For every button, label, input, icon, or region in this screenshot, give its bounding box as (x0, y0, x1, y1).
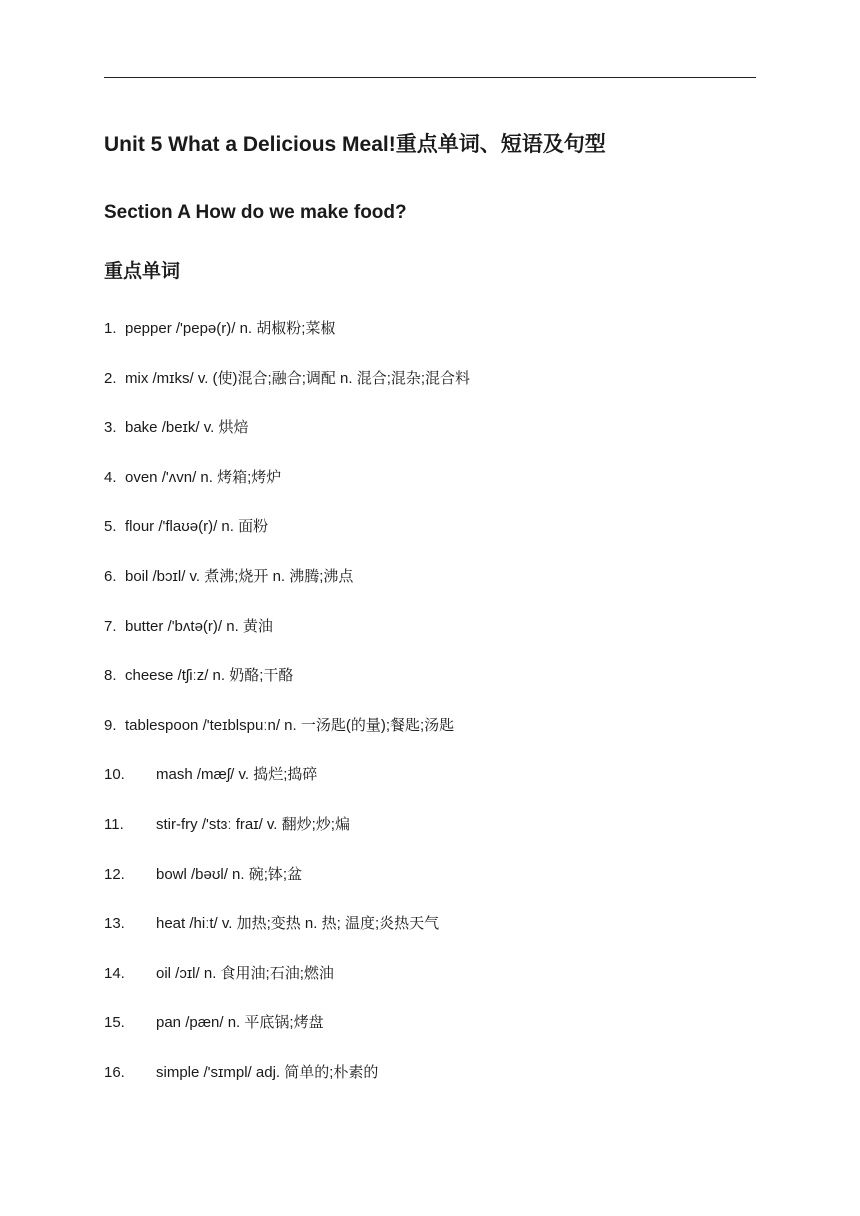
vocab-entry: oven /'ʌvn/ n. 烤箱;烤炉 (125, 468, 282, 486)
vocab-item (104, 566, 764, 616)
vocab-number: 10. (104, 766, 125, 784)
vocab-entry: boil /bɔɪl/ v. 煮沸;烧开 n. 沸腾;沸点 (125, 567, 354, 585)
vocab-item (104, 318, 764, 368)
vocab-item (104, 814, 764, 864)
vocab-item (104, 616, 764, 666)
vocab-entry: mash /mæʃ/ v. 捣烂;捣碎 (156, 766, 318, 784)
vocab-number: 7. (104, 617, 117, 635)
vocab-item (104, 764, 764, 814)
vocab-entry: pepper /'pepə(r)/ n. 胡椒粉;菜椒 (125, 320, 336, 337)
vocab-number: 3. (104, 419, 117, 437)
vocab-item (104, 368, 764, 418)
vocab-entry: pan /pæn/ n. 平底锅;烤盘 (156, 1014, 324, 1032)
key-vocabulary-heading: 重点单词 (104, 261, 181, 282)
vocabulary-list (104, 318, 764, 1112)
vocab-item (104, 963, 764, 1013)
vocab-number: 6. (104, 567, 117, 585)
vocab-number: 13. (104, 915, 125, 933)
vocab-entry: mix /mɪks/ v. (使)混合;融合;调配 n. 混合;混杂;混合料 (125, 369, 471, 387)
vocab-number: 16. (104, 1063, 125, 1081)
vocab-entry: oil /ɔɪl/ n. 食用油;石油;燃油 (156, 964, 334, 982)
vocab-number: 15. (104, 1014, 125, 1032)
vocab-item (104, 1062, 764, 1112)
vocab-item (104, 1012, 764, 1062)
vocab-number: 4. (104, 468, 117, 486)
vocab-entry: simple /'sɪmpl/ adj. 简单的;朴素的 (156, 1063, 379, 1081)
vocab-item (104, 467, 764, 517)
vocab-number: 1. (104, 320, 117, 337)
vocab-item (104, 913, 764, 963)
vocab-number: 5. (104, 518, 117, 536)
vocab-item (104, 417, 764, 467)
vocab-entry: heat /hiːt/ v. 加热;变热 n. 热; 温度;炎热天气 (156, 915, 440, 933)
vocab-entry: cheese /tʃiːz/ n. 奶酪;干酪 (125, 667, 294, 685)
vocab-entry: tablespoon /'teɪblspuːn/ n. 一汤匙(的量);餐匙;汤匙 (125, 716, 455, 734)
vocab-entry: flour /'flaʊə(r)/ n. 面粉 (125, 518, 269, 536)
vocab-number: 8. (104, 667, 117, 685)
vocab-item (104, 715, 764, 765)
vocab-entry: bake /beɪk/ v. 烘焙 (125, 419, 249, 437)
vocab-entry: stir-fry /'stɜː fraɪ/ v. 翻炒;炒;煸 (156, 815, 350, 833)
section-heading: Section A How do we make food? (104, 202, 407, 223)
vocab-item (104, 864, 764, 914)
document-title: Unit 5 What a Delicious Meal!重点单词、短语及句型 (104, 133, 606, 156)
vocab-entry: bowl /bəʊl/ n. 碗;钵;盆 (156, 865, 303, 883)
vocab-number: 11. (104, 815, 124, 833)
vocab-number: 12. (104, 865, 125, 883)
vocab-number: 14. (104, 964, 125, 982)
vocab-number: 9. (104, 716, 117, 734)
vocab-item (104, 665, 764, 715)
vocab-item (104, 516, 764, 566)
vocab-number: 2. (104, 369, 117, 387)
top-divider (104, 77, 756, 78)
vocab-entry: butter /'bʌtə(r)/ n. 黄油 (125, 617, 273, 635)
